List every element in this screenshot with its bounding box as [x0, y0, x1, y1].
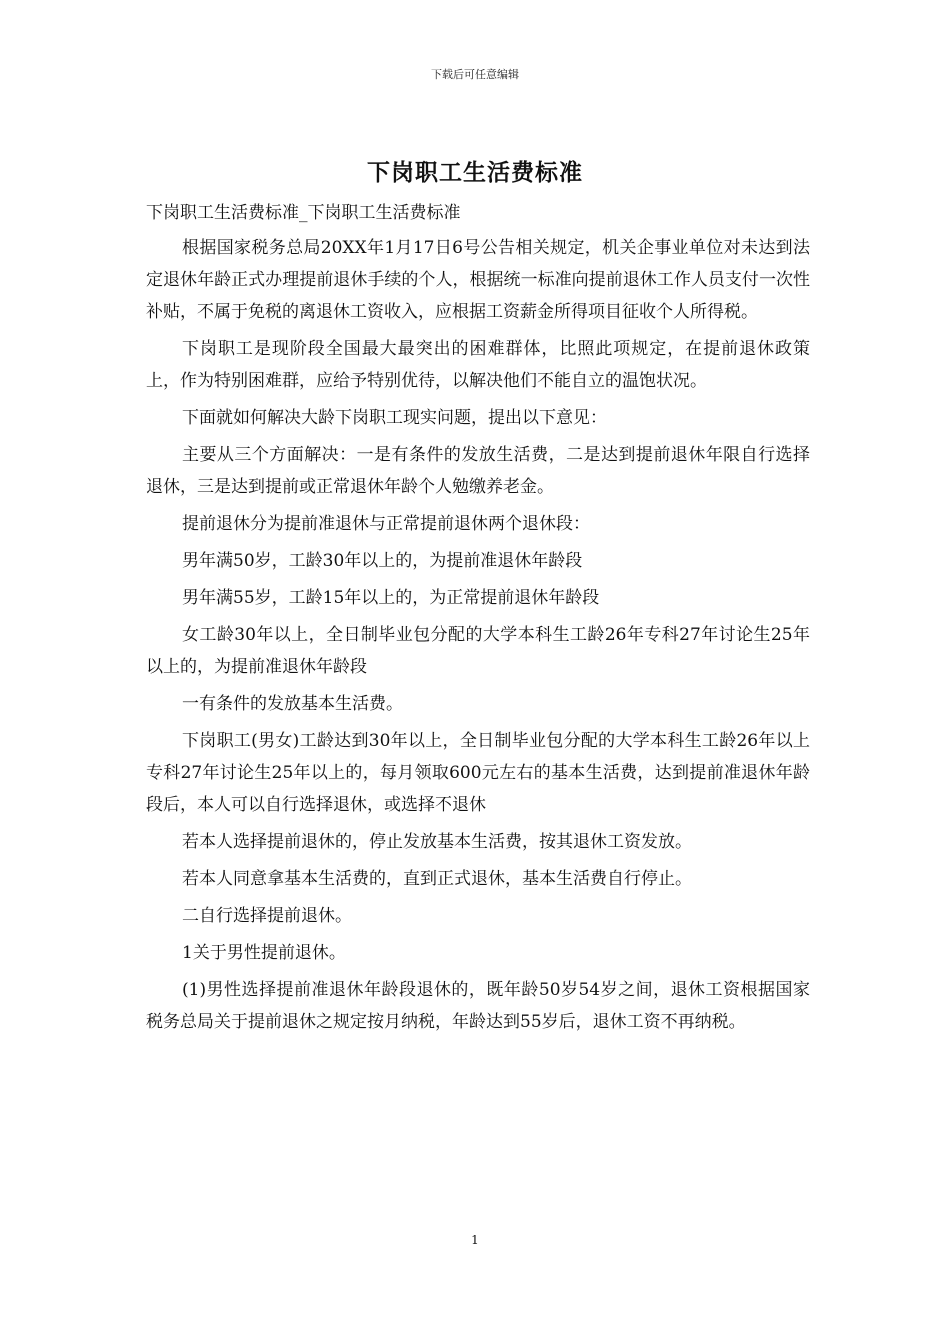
paragraph: 一有条件的发放基本生活费。: [182, 694, 403, 714]
paragraph: 二自行选择提前退休。: [182, 906, 352, 926]
paragraph: 男年满50岁，工龄30年以上的，为提前准退休年龄段: [182, 551, 583, 571]
page-title: 下岗职工生活费标准: [367, 159, 583, 186]
page-number: 1: [471, 1233, 479, 1247]
paragraph: 下岗职工是现阶段全国最大最突出的困难群体，比照此项规定，在提前退休政策上，作为特别困难群，应给予特别优待，以解决他们不能自立的温饱状况。: [146, 339, 810, 391]
document-body: [146, 197, 810, 1043]
paragraph: 根据国家税务总局20XX年1月17日6号公告相关规定，机关企事业单位对未达到法定退休年龄正式办理提前退休手续的个人，根据统一标准向提前退休工作人员支付一次性补贴，不属于免税的离退休工资收入，应根据工资薪金所得项目征收个人所得税。: [146, 238, 810, 322]
paragraph: 女工龄30年以上，全日制毕业包分配的大学本科生工龄26年专科27年讨论生25年以上的，为提前准退休年龄段: [146, 625, 810, 677]
header-note: 下载后可任意编辑: [431, 68, 519, 81]
paragraph: 男年满55岁，工龄15年以上的，为正常提前退休年龄段: [182, 588, 600, 608]
paragraph: 提前退休分为提前准退休与正常提前退休两个退休段：: [182, 514, 590, 534]
document-subtitle: 下岗职工生活费标准_下岗职工生活费标准: [146, 203, 461, 223]
paragraph: 若本人同意拿基本生活费的，直到正式退休，基本生活费自行停止。: [182, 869, 692, 889]
paragraph: 主要从三个方面解决：一是有条件的发放生活费，二是达到提前退休年限自行选择退休，三是达到提前或正常退休年龄个人勉缴养老金。: [146, 445, 810, 497]
paragraph: 1关于男性提前退休。: [182, 943, 346, 963]
paragraph: 若本人选择提前退休的，停止发放基本生活费，按其退休工资发放。: [182, 832, 692, 852]
paragraph: 下岗职工(男女)工龄达到30年以上，全日制毕业包分配的大学本科生工龄26年以上专科27年讨论生25年以上的，每月领取600元左右的基本生活费，达到提前准退休年龄段后，本人可以自行选择退休，或选择不退休: [146, 731, 810, 815]
paragraph: 下面就如何解决大龄下岗职工现实问题，提出以下意见：: [182, 408, 607, 428]
paragraph: (1)男性选择提前准退休年龄段退休的，既年龄50岁54岁之间，退休工资根据国家税务总局关于提前退休之规定按月纳税，年龄达到55岁后，退休工资不再纳税。: [146, 980, 810, 1032]
